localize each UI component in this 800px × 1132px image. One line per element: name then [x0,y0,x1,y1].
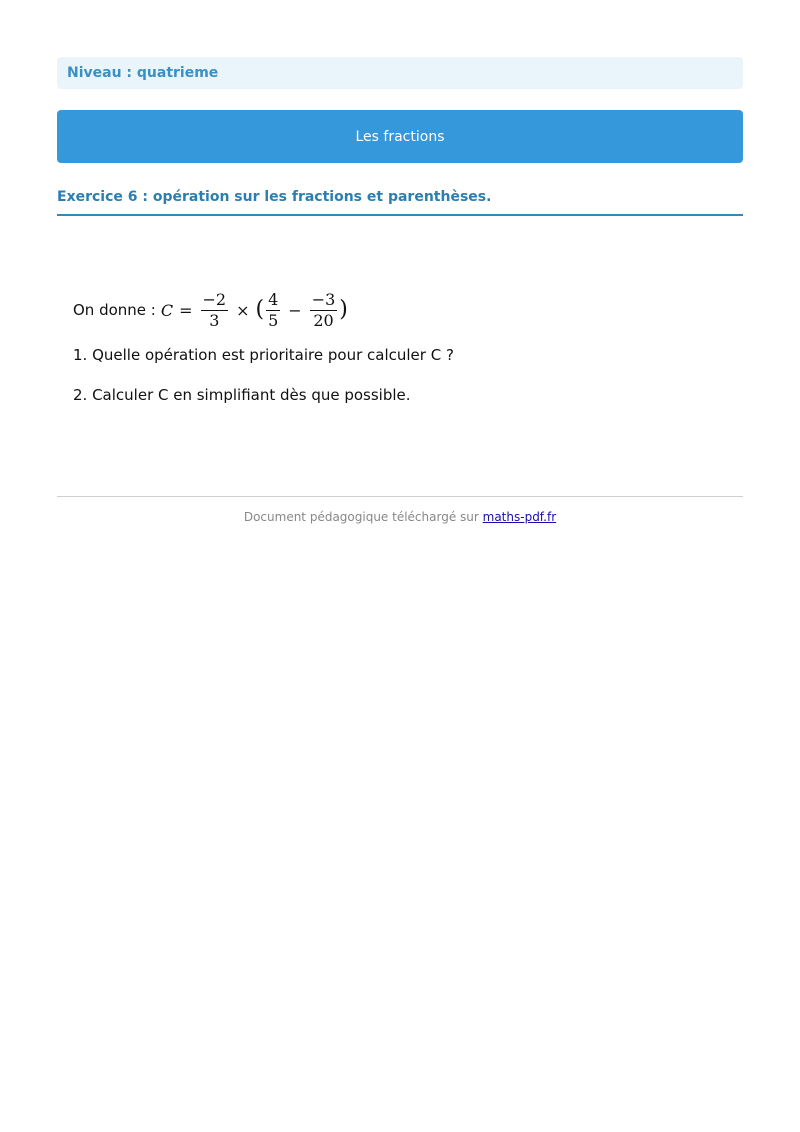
title-bar [57,110,743,163]
fraction-1 [201,291,229,330]
fraction-2 [266,291,280,330]
math-equals: = [179,300,193,320]
formula-intro: On donne : [73,301,156,319]
exercise-heading [57,186,743,216]
exercise-title: Exercice 6 : opération sur les fractions et parenthèses. [57,189,492,205]
footer [57,496,743,524]
document-page [57,57,743,524]
math-close-paren: ) [339,297,348,322]
math-times: × [236,300,250,320]
fraction-1-numerator: −2 [202,289,227,309]
math-open-paren: ( [255,297,265,322]
formula-line [73,288,348,332]
fraction-2-numerator: 4 [268,289,279,309]
page-title: Les fractions [355,128,445,145]
math-expression [161,291,348,330]
level-label: Niveau : quatrieme [67,65,219,81]
question-2: 2. Calculer C en simplifiant dès que possible. [73,386,411,404]
fraction-2-denominator: 5 [268,310,279,330]
footer-link[interactable]: maths-pdf.fr [482,510,557,524]
question-1: 1. Quelle opération est prioritaire pour calculer C ? [73,346,454,364]
fraction-1-denominator: 3 [209,310,220,330]
math-minus: − [288,300,302,320]
level-banner [57,57,743,89]
fraction-3 [310,291,338,330]
exercise-content [57,216,743,496]
fraction-3-numerator: −3 [311,289,336,309]
footer-text: Document pédagogique téléchargé sur [243,510,483,524]
math-variable: C [160,300,174,320]
fraction-3-denominator: 20 [313,310,334,330]
